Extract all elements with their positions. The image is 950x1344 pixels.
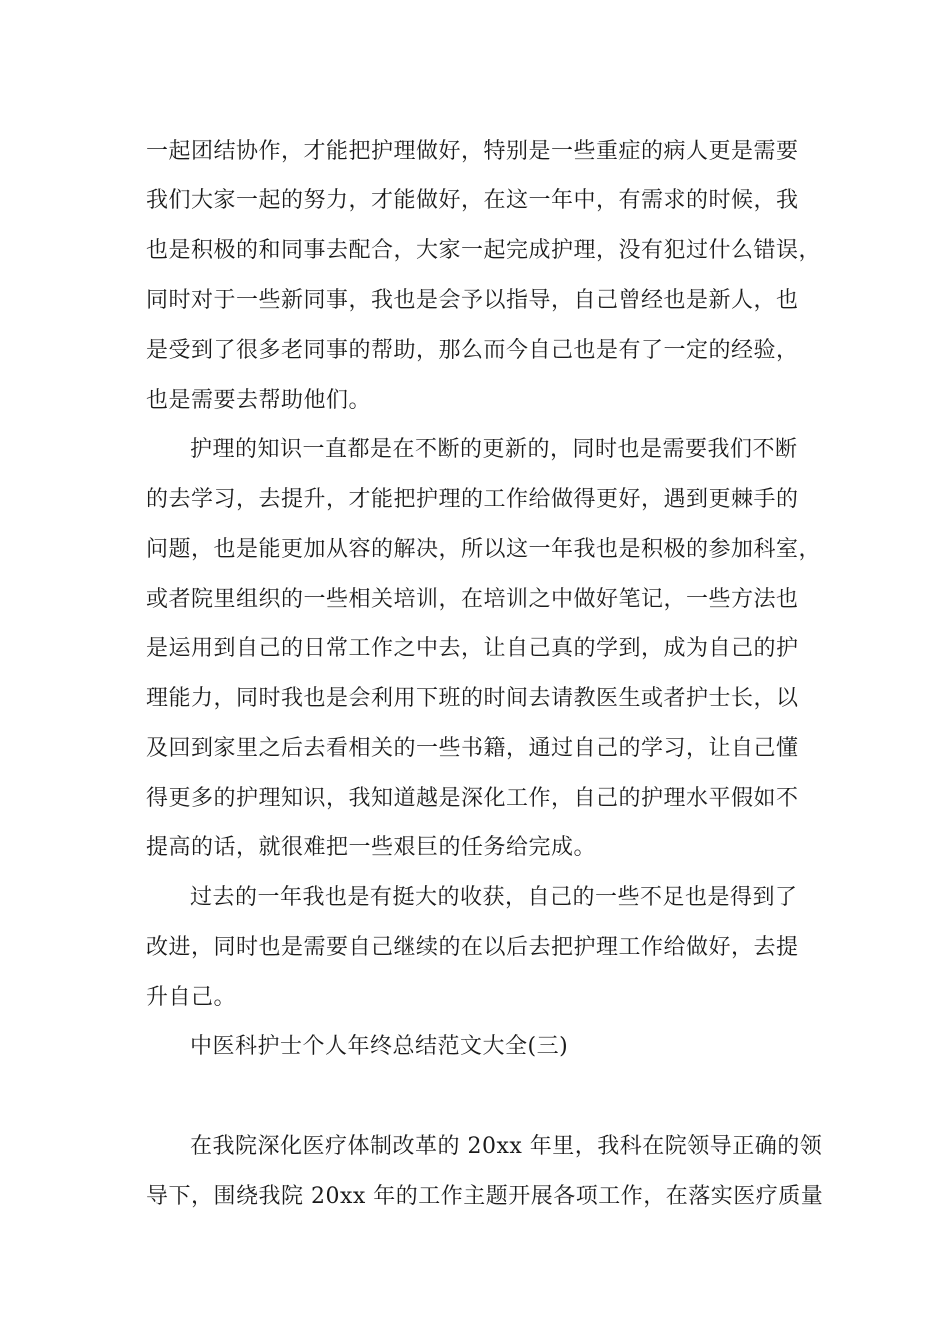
body-line: 得更多的护理知识，我知道越是深化工作，自己的护理水平假如不 [146, 786, 799, 811]
paragraph-start-line: 过去的一年我也是有挺大的收获，自己的一些不足也是得到了 [190, 885, 798, 910]
body-line: 理能力，同时我也是会利用下班的时间去请教医生或者护士长，以 [146, 686, 799, 711]
body-line: 问题，也是能更加从容的解决，所以这一年我也是积极的参加科室， [146, 537, 822, 562]
body-line: 我们大家一起的努力，才能做好，在这一年中，有需求的时候，我 [146, 188, 799, 213]
paragraph-start-line: 护理的知识一直都是在不断的更新的，同时也是需要我们不断 [190, 437, 798, 462]
body-line: 升自己。 [146, 985, 237, 1010]
paragraph-start-line: 在我院深化医疗体制改革的 20xx 年里，我科在院领导正确的领 [190, 1134, 823, 1159]
body-line: 也是需要去帮助他们。 [146, 388, 372, 413]
body-line: 同时对于一些新同事，我也是会予以指导，自己曾经也是新人，也 [146, 288, 799, 313]
body-line: 或者院里组织的一些相关培训，在培训之中做好笔记，一些方法也 [146, 587, 799, 612]
body-line: 也是积极的和同事去配合，大家一起完成护理，没有犯过什么错误， [146, 238, 822, 263]
body-line: 是运用到自己的日常工作之中去，让自己真的学到，成为自己的护 [146, 636, 799, 661]
body-line: 改进，同时也是需要自己继续的在以后去把护理工作给做好，去提 [146, 935, 799, 960]
body-line: 导下，围绕我院 20xx 年的工作主题开展各项工作，在落实医疗质量 [146, 1184, 824, 1209]
section-heading: 中医科护士个人年终总结范文大全(三) [190, 1034, 569, 1059]
body-line: 的去学习，去提升，才能把护理的工作给做得更好，遇到更棘手的 [146, 487, 799, 512]
body-line: 是受到了很多老同事的帮助，那么而今自己也是有了一定的经验， [146, 338, 799, 363]
body-line: 一起团结协作，才能把护理做好，特别是一些重症的病人更是需要 [146, 139, 799, 164]
body-line: 及回到家里之后去看相关的一些书籍，通过自己的学习，让自己懂 [146, 736, 799, 761]
body-line: 提高的话，就很难把一些艰巨的任务给完成。 [146, 835, 597, 860]
